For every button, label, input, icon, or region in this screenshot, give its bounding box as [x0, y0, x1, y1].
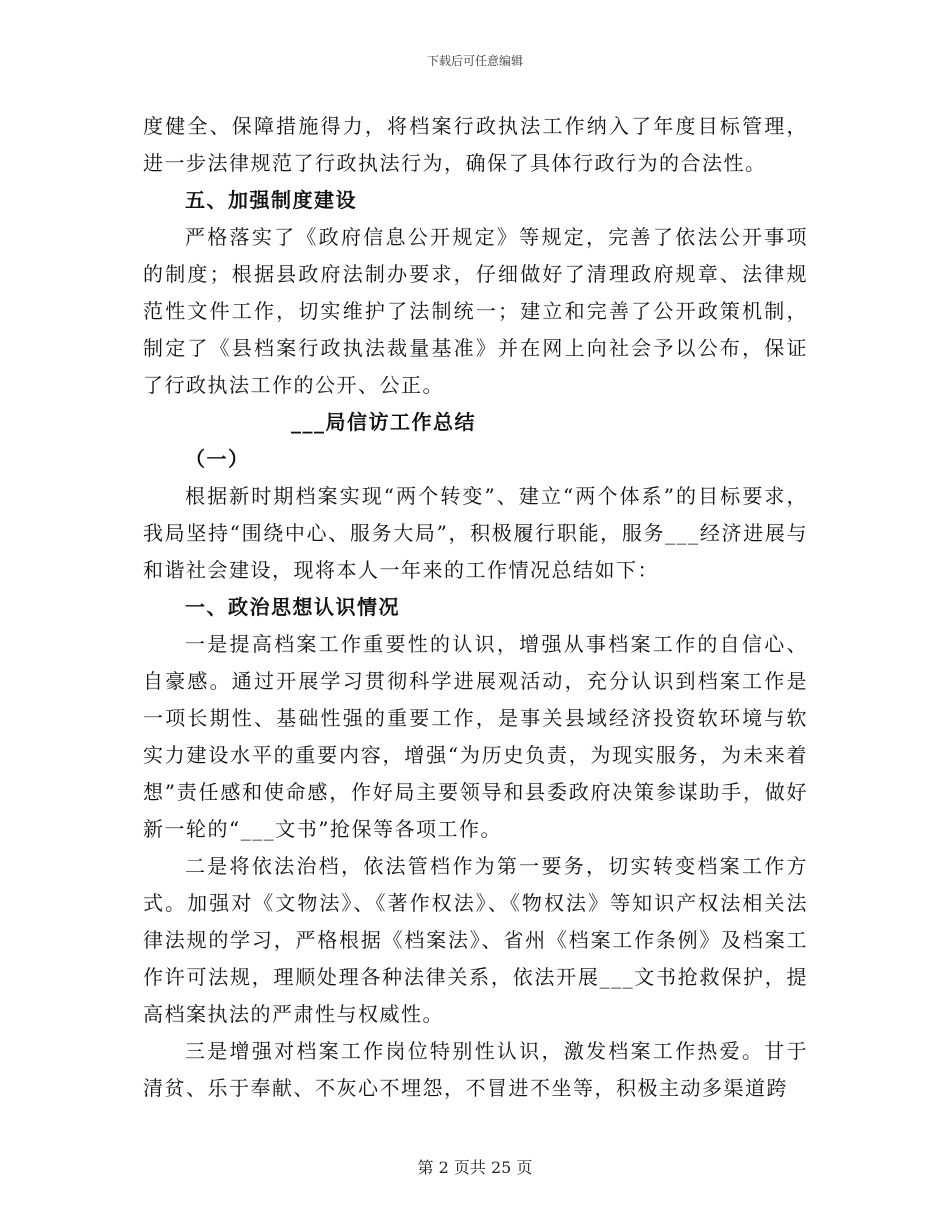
- paragraph-point-1: 一是提高档案工作重要性的认识，增强从事档案工作的自信心、自豪感。通过开展学习贯彻科学进展观活动，充分认识到档案工作是一项长期性、基础性强的重要工作，是事关县域经济投资软环境与软实力建设水平的重要内容，增强“为历史负责，为现实服务，为未来着想”责任感和使命感，作好局主要领导和县委政府决策参谋助手，做好新一轮的“___文书”抢保等各项工作。: [143, 632, 808, 841]
- document-body: [143, 108, 808, 1107]
- paragraph-intro: 根据新时期档案实现“两个转变”、建立“两个体系”的目标要求，我局坚持“围绕中心、服务大局”，积极履行职能，服务___经济进展与和谐社会建设，现将本人一年来的工作情况总结如下：: [143, 484, 808, 582]
- section-heading-5: 五、加强制度建设: [185, 188, 357, 212]
- section-heading-1: 一、政治思想认识情况: [185, 595, 400, 619]
- document-title: ___局信访工作总结: [291, 410, 476, 434]
- paragraph-point-3: 三是增强对档案工作岗位特别性认识，激发档案工作热爱。甘于清贫、乐于奉献、不灰心不埋怨，不冒进不坐等，积极主动多渠道跨: [143, 1039, 808, 1100]
- page-header: 下载后可任意编辑: [426, 54, 523, 68]
- paragraph-continuation: 度健全、保障措施得力，将档案行政执法工作纳入了年度目标管理，进一步法律规范了行政执法行为，确保了具体行政行为的合法性。: [143, 114, 808, 175]
- page-number-footer: 第 2 页共 25 页: [417, 1158, 533, 1177]
- part-heading-1: （一）: [185, 447, 250, 471]
- paragraph-system-building: 严格落实了《政府信息公开规定》等规定，完善了依法公开事项的制度；根据县政府法制办要求，仔细做好了清理政府规章、法律规范性文件工作，切实维护了法制统一；建立和完善了公开政策机制，制定了《县档案行政执法裁量基准》并在网上向社会予以公布，保证了行政执法工作的公开、公正。: [143, 225, 808, 397]
- paragraph-point-2: 二是将依法治档，依法管档作为第一要务，切实转变档案工作方式。加强对《文物法》、《著作权法》、《物权法》等知识产权法相关法律法规的学习，严格根据《档案法》、省州《档案工作条例》及档案工作许可法规，理顺处理各种法律关系，依法开展___文书抢救保护，提高档案执法的严肃性与权威性。: [143, 854, 808, 1026]
